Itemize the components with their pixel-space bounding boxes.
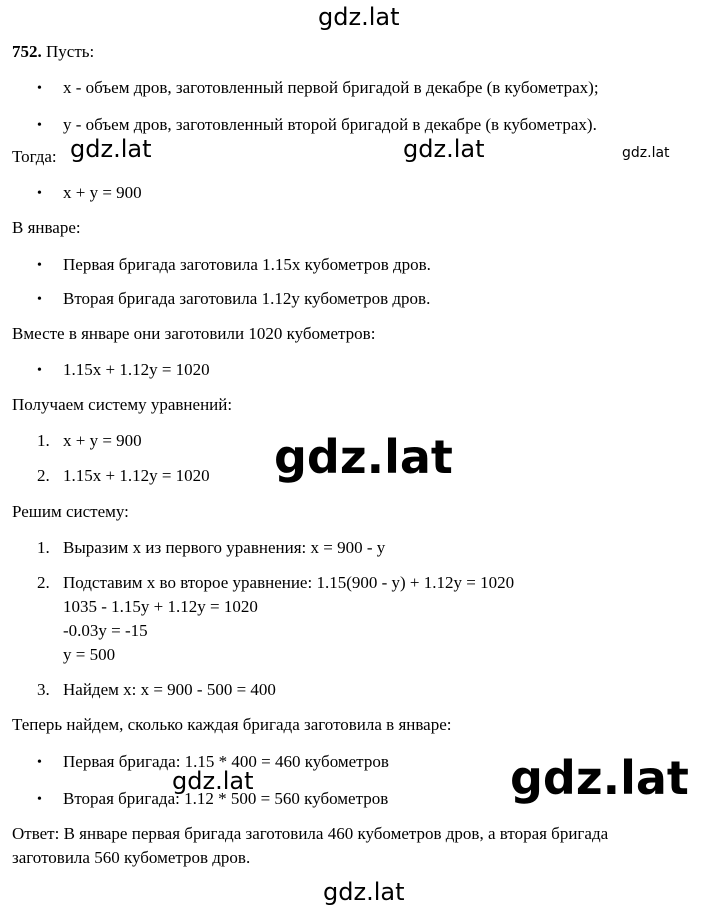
system-label: Получаем систему уравнений:	[12, 395, 233, 414]
together-equation: 1.15x + 1.12y = 1020	[63, 360, 210, 379]
find-item-second: Вторая бригада: 1.12 * 500 = 560 кубометров	[63, 789, 389, 808]
system-item-number: 1.	[37, 431, 50, 450]
watermark-header: gdz.lat	[318, 3, 400, 31]
let-item-y: y - объем дров, заготовленный второй бригадой в декабре (в кубометрах).	[63, 115, 597, 134]
system-item-number: 2.	[37, 466, 50, 485]
solve-step-number: 3.	[37, 680, 50, 699]
watermark-left: gdz.lat	[70, 135, 152, 163]
bullet-icon: •	[37, 292, 42, 307]
solve-step-number: 2.	[37, 573, 50, 592]
bullet-icon: •	[37, 363, 42, 378]
together-label: Вместе в январе они заготовили 1020 кубометров:	[12, 324, 376, 343]
solve-step-2-line-2: 1035 - 1.15y + 1.12y = 1020	[63, 597, 258, 616]
solve-step-number: 1.	[37, 538, 50, 557]
watermark-small-right: gdz.lat	[622, 145, 670, 161]
watermark-small-overlap: gdz.lat	[172, 767, 254, 795]
answer-line-2: заготовила 560 кубометров дров.	[12, 848, 251, 867]
solve-step-2-line-4: y = 500	[63, 645, 116, 664]
solve-step-3: Найдем x: x = 900 - 500 = 400	[63, 680, 276, 699]
january-item-first: Первая бригада заготовила 1.15x кубометров дров.	[63, 255, 431, 274]
solve-step-2-line-1: Подставим x во второе уравнение: 1.15(900 - y) + 1.12y = 1020	[63, 573, 515, 592]
january-label: В январе:	[12, 218, 81, 237]
bullet-icon: •	[37, 118, 42, 133]
let-item-x: x - объем дров, заготовленный первой бригадой в декабре (в кубометрах);	[63, 78, 599, 97]
answer-line-1: Ответ: В январе первая бригада заготовила 460 кубометров дров, а вторая бригада	[12, 824, 609, 843]
system-equation-1: x + y = 900	[63, 431, 142, 450]
problem-intro	[12, 42, 94, 62]
system-equation-2: 1.15x + 1.12y = 1020	[63, 466, 210, 485]
bullet-icon: •	[37, 755, 42, 770]
find-label: Теперь найдем, сколько каждая бригада заготовила в январе:	[12, 715, 452, 734]
find-item-first: Первая бригада: 1.15 * 400 = 460 кубометров	[63, 752, 389, 771]
watermark-footer: gdz.lat	[323, 878, 405, 906]
then-label: Тогда:	[12, 147, 57, 166]
bullet-icon: •	[37, 81, 42, 96]
then-equation: x + y = 900	[63, 183, 142, 202]
problem-number: 752.	[12, 42, 42, 61]
bullet-icon: •	[37, 186, 42, 201]
watermark-large-right: gdz.lat	[510, 751, 689, 805]
watermark-large-center: gdz.lat	[274, 430, 453, 484]
solve-step-2-line-3: -0.03y = -15	[63, 621, 148, 640]
problem-intro-text: Пусть:	[46, 42, 95, 61]
bullet-icon: •	[37, 258, 42, 273]
watermark-center: gdz.lat	[403, 135, 485, 163]
solve-step-1: Выразим x из первого уравнения: x = 900 - y	[63, 538, 386, 557]
bullet-icon: •	[37, 792, 42, 807]
solve-label: Решим систему:	[12, 502, 129, 521]
january-item-second: Вторая бригада заготовила 1.12y кубометров дров.	[63, 289, 431, 308]
